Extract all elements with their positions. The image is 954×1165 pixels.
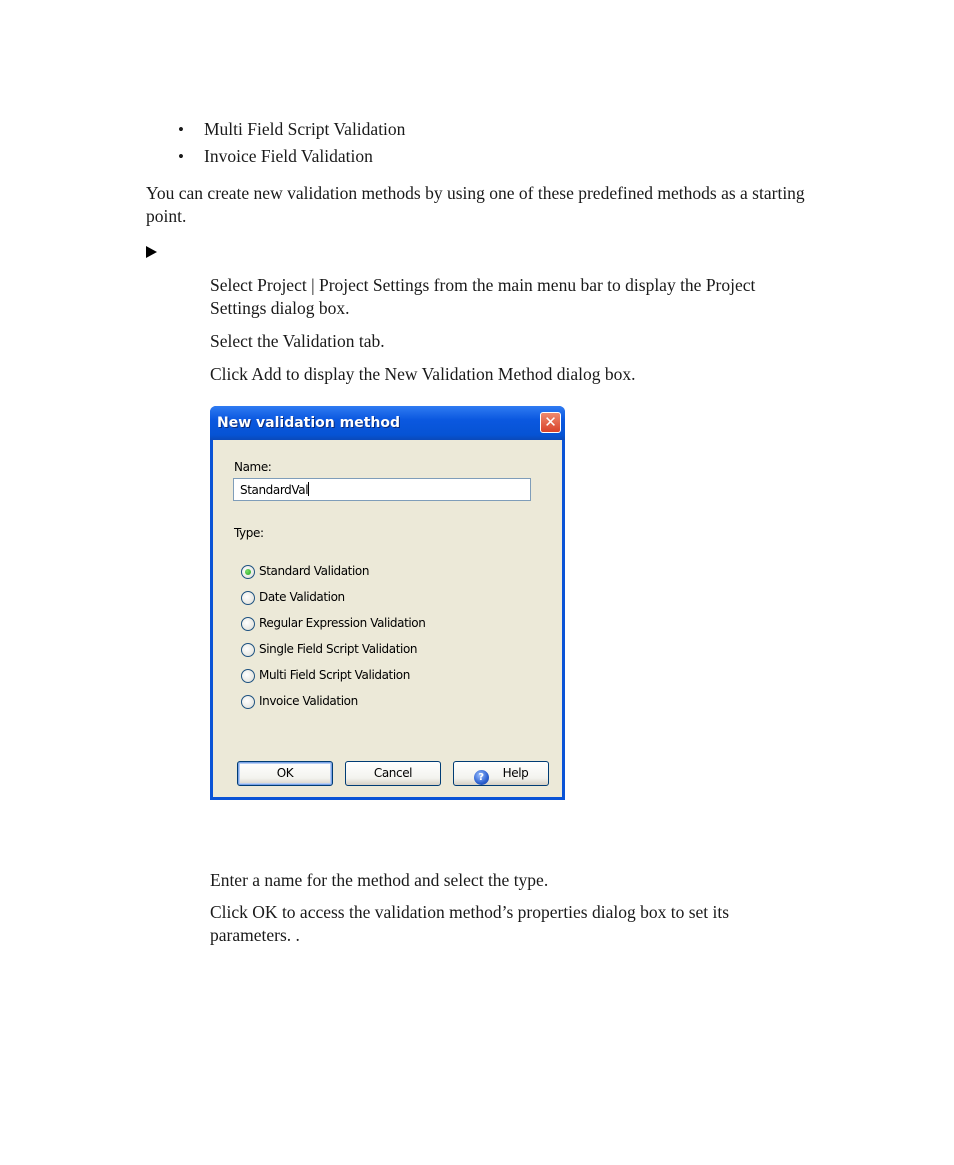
radio-label[interactable]: Single Field Script Validation [259,642,418,656]
radio-label[interactable]: Regular Expression Validation [259,616,426,630]
step-3-text: Click Add to display the New Validation Method dialog box. [210,364,636,384]
bullet-item: • Invoice Field Validation [178,143,405,170]
procedure-arrow-icon [146,246,157,258]
bullet-list [178,116,405,170]
name-label: Name: [234,460,272,474]
help-button[interactable] [453,761,549,786]
intro-paragraph: You can create new validation methods by using one of these predefined methods as a starting point. [146,183,805,226]
radio-date-validation[interactable] [241,591,255,605]
radio-label[interactable]: Date Validation [259,590,345,604]
step-4-text: Enter a name for the method and select the type. [210,870,549,890]
ok-button[interactable]: OK [237,761,333,786]
bullet-icon: • [178,120,184,139]
radio-standard-validation[interactable] [241,565,255,579]
bullet-item: • Multi Field Script Validation [178,116,405,143]
dialog-title: New validation method [217,415,400,431]
dialog-client-area [213,440,562,797]
radio-single-field-script-validation[interactable] [241,643,255,657]
help-button-label: Help [502,766,529,780]
radio-invoice-validation[interactable] [241,695,255,709]
radio-label[interactable]: Invoice Validation [259,694,358,708]
step-2-text: Select the Validation tab. [210,331,385,351]
new-validation-method-dialog [210,406,565,800]
help-icon: ? [474,770,489,785]
close-icon[interactable]: ✕ [540,412,561,433]
dialog-titlebar[interactable] [210,406,565,440]
bullet-icon: • [178,147,184,166]
radio-selected-dot [245,569,251,575]
step-1-text: Select Project | Project Settings from the main menu bar to display the Project Settings dialog box. [210,275,756,318]
radio-label[interactable]: Standard Validation [259,564,370,578]
text-caret [308,482,309,496]
radio-regular-expression-validation[interactable] [241,617,255,631]
name-input[interactable] [233,478,531,501]
radio-multi-field-script-validation[interactable] [241,669,255,683]
step-5-text: Click OK to access the validation method’s properties dialog box to set its parameters. . [210,902,730,945]
type-label: Type: [234,526,264,540]
name-input-value: StandardVal [240,483,309,497]
cancel-button[interactable]: Cancel [345,761,441,786]
radio-label[interactable]: Multi Field Script Validation [259,668,410,682]
